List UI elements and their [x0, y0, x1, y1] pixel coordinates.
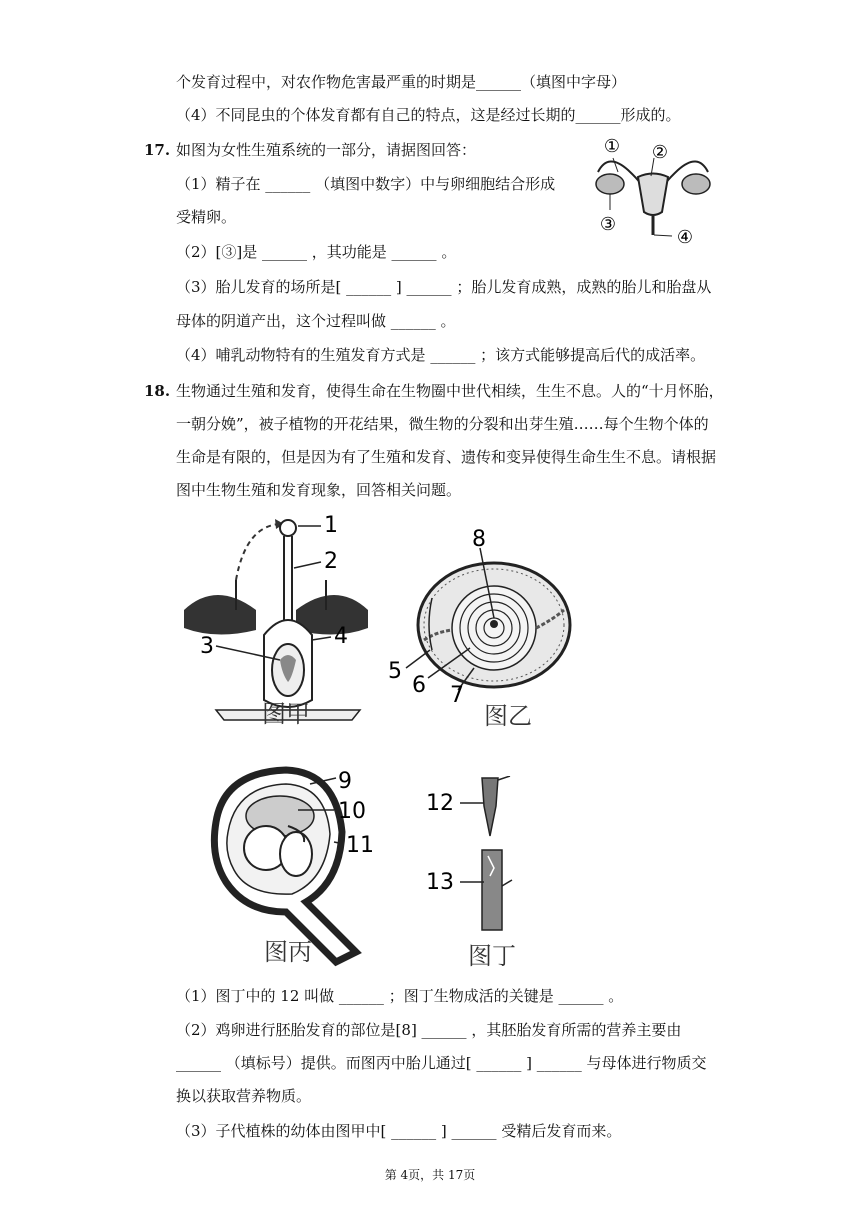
fig17-label-1: ① — [603, 136, 621, 157]
fig-ding-caption: 图丁 — [468, 942, 516, 970]
q17-subq3: （3）胎儿发育的场所是[ ______ ] ______ ；胎儿发育成熟，成熟的胎儿和胎盘从 — [176, 278, 712, 296]
q17-subq2: （2）[③]是 ______ ，其功能是 ______ 。 — [176, 243, 457, 261]
fig-jia-label-2: 2 — [324, 549, 338, 574]
fig-jia-label-4: 4 — [334, 624, 348, 649]
q18-stem-line4: 图中生物生殖和发育现象，回答相关问题。 — [176, 481, 462, 499]
figure-yi-egg — [384, 520, 574, 730]
q17-subq4: （4）哺乳动物特有的生殖发育方式是 ______ ；该方式能够提高后代的成活率。 — [176, 346, 706, 364]
q17-subq3-cont: 母体的阴道产出，这个过程叫做 ______ 。 — [176, 312, 456, 330]
fig-bing-label-9: 9 — [338, 769, 352, 794]
fig-yi-label-6: 6 — [412, 673, 426, 698]
q18-subq2-cont2: 换以获取营养物质。 — [176, 1087, 312, 1105]
q17-subq1-cont: 受精卵。 — [176, 208, 237, 226]
female-reproductive-figure — [588, 132, 728, 250]
q18-stem-line3: 生命是有限的，但是因为有了生殖和发育、遗传和变异使得生命生生不息。请根据 — [176, 448, 717, 466]
q18-subq3: （3）子代植株的幼体由图甲中[ ______ ] ______ 受精后发育而来。 — [176, 1122, 622, 1140]
figure-bing-fetus — [196, 762, 386, 972]
q18-subq2-cont1: ______ （填标号）提供。而图丙中胎儿通过[ ______ ] ______ 与母体进行物质交 — [176, 1054, 707, 1072]
q18-stem-line1: 生物通过生殖和发育，使得生命在生物圈中世代相续，生生不息。人的“十月怀胎， — [176, 382, 724, 400]
figure-ding-grafting — [420, 776, 530, 972]
q18-subq2: （2）鸡卵进行胚胎发育的部位是[8] ______ ，其胚胎发育所需的营养主要由 — [176, 1021, 682, 1039]
fig-ding-label-12: 12 — [426, 791, 454, 816]
q18-stem-line2: 一朝分娩”，被子植物的开花结果，微生物的分裂和出芽生殖……每个生物个体的 — [176, 415, 709, 433]
page-footer: 第 4页，共 17页 — [384, 1168, 476, 1182]
q17-number: 17. — [144, 141, 171, 159]
fig-jia-label-1: 1 — [324, 513, 338, 538]
fig-yi-label-8: 8 — [472, 527, 486, 552]
q17-subq1: （1）精子在 ______ （填图中数字）中与卵细胞结合形成 — [176, 175, 556, 193]
fig-yi-caption: 图乙 — [484, 702, 532, 730]
q18-subq1: （1）图丁中的 12 叫做 ______ ；图丁生物成活的关键是 ______ 。 — [176, 987, 624, 1005]
fig-bing-caption: 图丙 — [264, 938, 312, 966]
fig-jia-label-3: 3 — [200, 634, 214, 659]
fig17-label-2: ② — [651, 142, 669, 163]
q16-subq4: （4）不同昆虫的个体发育都有自己的特点，这是经过长期的______形成的。 — [176, 106, 681, 124]
figure-jia-flower — [176, 510, 376, 730]
fig17-label-4: ④ — [676, 227, 694, 248]
q16-line3: 个发育过程中，对农作物危害最严重的时期是______（填图中字母） — [176, 73, 627, 91]
fig-ding-label-13: 13 — [426, 870, 454, 895]
fig-bing-label-10: 10 — [338, 799, 366, 824]
fig17-label-3: ③ — [599, 214, 617, 235]
fig-yi-label-7: 7 — [450, 683, 464, 708]
q18-number: 18. — [144, 382, 171, 400]
fig-jia-caption: 图甲 — [262, 700, 310, 728]
q17-stem: 如图为女性生殖系统的一部分，请据图回答： — [176, 141, 477, 159]
fig-bing-label-11: 11 — [346, 833, 374, 858]
fig-yi-label-5: 5 — [388, 659, 402, 684]
